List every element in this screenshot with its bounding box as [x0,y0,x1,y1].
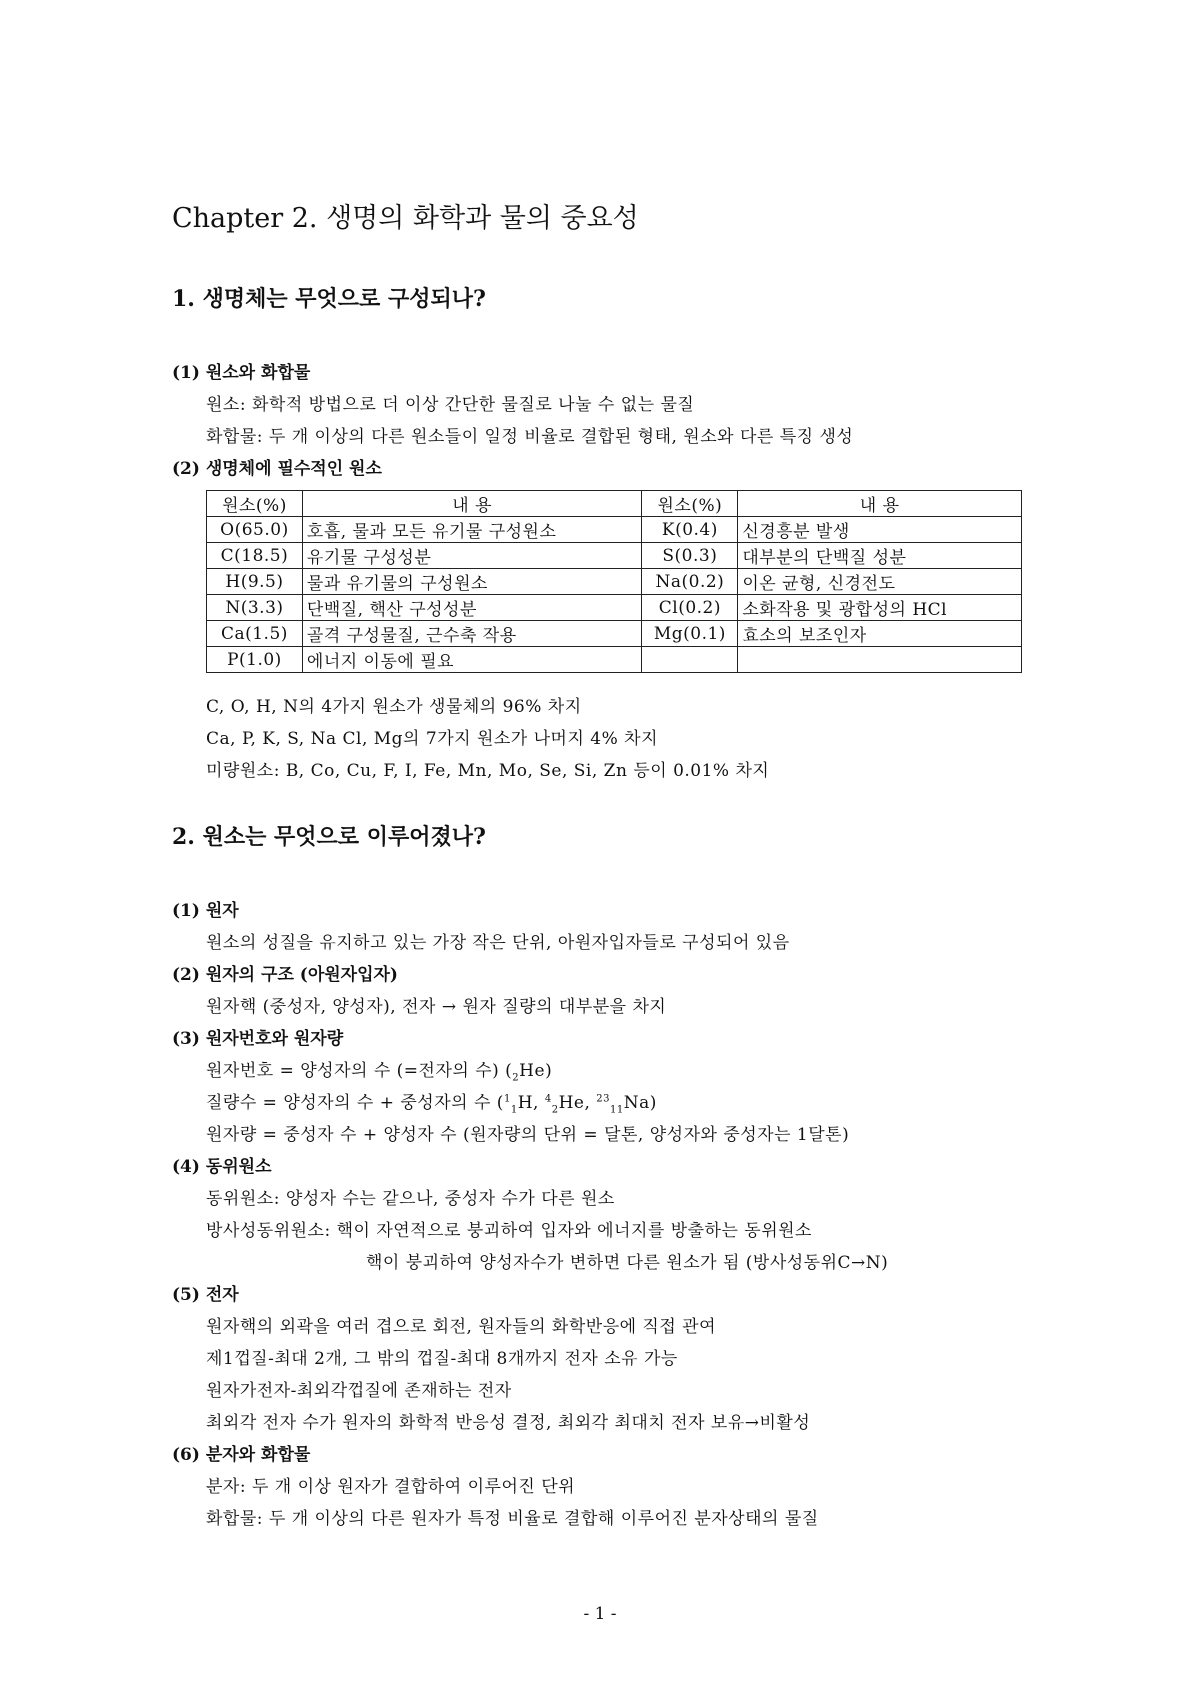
mass-superscript: 4 [544,1093,552,1105]
table-row [207,569,1022,595]
text-line: 동위원소: 양성자 수는 같으나, 중성자 수가 다른 원소 [206,1189,615,1209]
description-cell: 유기물 구성성분 [302,543,642,569]
text-segment: ) [649,1093,657,1113]
subsection-essential-elements: (2) 생명체에 필수적인 원소 [172,459,382,479]
description-cell: 호흡, 물과 모든 유기물 구성원소 [302,517,642,543]
text-line: 원자핵 (중성자, 양성자), 전자 → 원자 질량의 대부분을 차지 [206,997,667,1017]
text-line: 최외각 전자 수가 원자의 화학적 반응성 결정, 최외각 최대치 전자 보유→비활성 [206,1413,811,1433]
table-header-cell: 내 용 [738,491,1022,517]
element-cell: C(18.5) [207,543,303,569]
description-cell: 단백질, 핵산 구성성분 [302,595,642,621]
element-cell: O(65.0) [207,517,303,543]
element-cell [642,647,738,673]
element-cell: S(0.3) [642,543,738,569]
section-2-title: 2. 원소는 무엇으로 이루어졌나? [172,824,486,850]
element-cell: K(0.4) [642,517,738,543]
text-segment: , [584,1093,597,1113]
element-symbol: He [558,1093,585,1113]
element-cell: H(9.5) [207,569,303,595]
text-line: Ca, P, K, S, Na Cl, Mg의 7가지 원소가 나머지 4% 차지 [206,729,659,749]
mass-superscript: 23 [596,1093,611,1105]
text-line: 원자가전자-최외각껍질에 존재하는 전자 [206,1381,512,1401]
text-line: 미량원소: B, Co, Cu, F, I, Fe, Mn, Mo, Se, Si, Zn 등이 0.01% 차지 [206,761,770,781]
table-row [207,647,1022,673]
subsection-molecules-compounds: (6) 분자와 화합물 [172,1445,311,1465]
text-line: 핵이 붕괴하여 양성자수가 변하면 다른 원소가 됨 (방사성동위C→N) [366,1253,889,1273]
subsection-atomic-number-mass: (3) 원자번호와 원자량 [172,1029,344,1049]
text-line: 원소의 성질을 유지하고 있는 가장 작은 단위, 아원자입자들로 구성되어 있음 [206,933,790,953]
text-line: 원자량 = 중성자 수 + 양성자 수 (원자량의 단위 = 달톤, 양성자와 중성자는 1달톤) [206,1125,850,1145]
essential-elements-table [206,490,1022,673]
text-segment: 질량수 = 양성자의 수 + 중성자의 수 ( [206,1093,504,1113]
text-line: 제1껍질-최대 2개, 그 밖의 껍질-최대 8개까지 전자 소유 가능 [206,1349,678,1369]
description-cell: 신경흥분 발생 [738,517,1022,543]
element-symbol: Na [623,1093,650,1113]
description-cell: 물과 유기물의 구성원소 [302,569,642,595]
element-symbol: He [519,1061,546,1081]
subsection-atom: (1) 원자 [172,901,239,921]
table-header-cell: 내 용 [302,491,642,517]
table-header-cell: 원소(%) [207,491,303,517]
atomic-number-subscript: 2 [551,1104,559,1116]
text-line: 원소: 화학적 방법으로 더 이상 간단한 물질로 나눌 수 없는 물질 [206,395,695,415]
atomic-number-subscript: 11 [610,1104,624,1116]
text-segment: , [533,1093,545,1113]
table-row [207,543,1022,569]
atomic-number-line [206,1056,553,1084]
description-cell: 효소의 보조인자 [738,621,1022,647]
description-cell: 에너지 이동에 필요 [302,647,642,673]
atomic-number-subscript: 1 [510,1104,518,1116]
description-cell: 이온 균형, 신경전도 [738,569,1022,595]
description-cell [738,647,1022,673]
element-cell: Ca(1.5) [207,621,303,647]
text-line: 분자: 두 개 이상 원자가 결합하여 이루어진 단위 [206,1477,576,1497]
element-cell: Mg(0.1) [642,621,738,647]
table-row [207,595,1022,621]
subsection-electrons: (5) 전자 [172,1285,239,1305]
text-line: 방사성동위원소: 핵이 자연적으로 붕괴하여 입자와 에너지를 방출하는 동위원소 [206,1221,812,1241]
atomic-number-subscript: 2 [512,1072,520,1084]
subsection-atom-structure: (2) 원자의 구조 (아원자입자) [172,965,398,985]
description-cell: 대부분의 단백질 성분 [738,543,1022,569]
mass-number-line [206,1088,657,1116]
element-cell: N(3.3) [207,595,303,621]
text-line: 원자핵의 외곽을 여러 겹으로 회전, 원자들의 화학반응에 직접 관여 [206,1317,717,1337]
element-symbol: H [517,1093,534,1113]
text-segment: ) [545,1061,553,1081]
chapter-title: Chapter 2. 생명의 화학과 물의 중요성 [172,203,639,234]
mass-superscript: 1 [503,1093,511,1105]
table-row [207,517,1022,543]
description-cell: 소화작용 및 광합성의 HCl [738,595,1022,621]
table-header-row [207,491,1022,517]
page-number: - 1 - [583,1604,617,1624]
table-row [207,621,1022,647]
text-line: C, O, H, N의 4가지 원소가 생물체의 96% 차지 [206,697,582,717]
subsection-isotopes: (4) 동위원소 [172,1157,272,1177]
element-cell: Cl(0.2) [642,595,738,621]
subsection-elements-compounds: (1) 원소와 화합물 [172,363,311,383]
text-line: 화합물: 두 개 이상의 다른 원자가 특정 비율로 결합해 이루어진 분자상태의 물질 [206,1509,819,1529]
text-line: 화합물: 두 개 이상의 다른 원소들이 일정 비율로 결합된 형태, 원소와 다른 특징 생성 [206,427,854,447]
section-1-title: 1. 생명체는 무엇으로 구성되나? [172,286,486,312]
table-header-cell: 원소(%) [642,491,738,517]
description-cell: 골격 구성물질, 근수축 작용 [302,621,642,647]
element-cell: Na(0.2) [642,569,738,595]
element-cell: P(1.0) [207,647,303,673]
text-segment: 원자번호 = 양성자의 수 (=전자의 수) ( [206,1061,513,1081]
